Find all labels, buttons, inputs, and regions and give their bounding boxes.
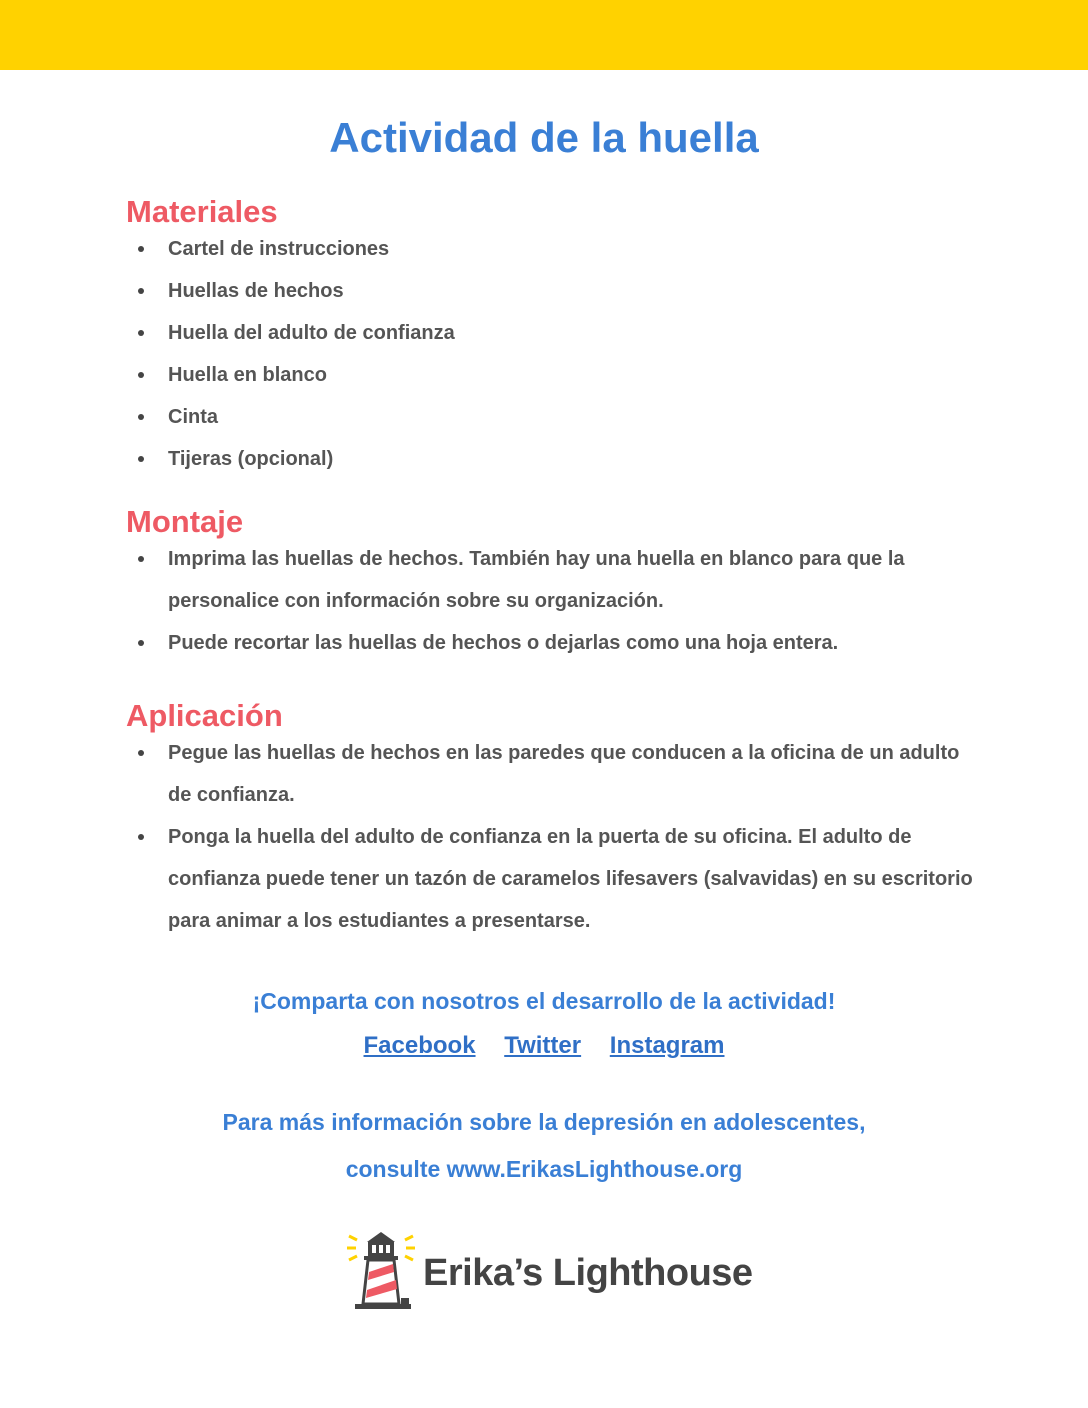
bullet-icon xyxy=(138,414,144,420)
list-item xyxy=(126,312,986,354)
instagram-link[interactable]: Instagram xyxy=(609,1032,725,1059)
materiales-heading: Materiales xyxy=(126,194,278,229)
list-item xyxy=(126,538,986,622)
list-item-text: Puede recortar las huellas de hechos o dejarlas como una hoja entera. xyxy=(168,632,839,654)
twitter-link[interactable]: Twitter xyxy=(504,1032,582,1059)
social-links xyxy=(0,1030,1088,1062)
list-item xyxy=(126,354,986,396)
montaje-list xyxy=(126,538,986,664)
list-item-text: Cartel de instrucciones xyxy=(168,238,390,260)
list-item xyxy=(126,438,986,480)
list-item xyxy=(126,228,986,270)
list-item-text: Imprima las huellas de hechos. También hay una huella en blanco para que la personalice con información sobre su organización. xyxy=(168,548,905,612)
materiales-list xyxy=(126,228,986,480)
logo-text: Erika’s Lighthouse xyxy=(423,1252,753,1294)
list-item xyxy=(126,816,986,942)
facebook-link[interactable]: Facebook xyxy=(363,1032,476,1059)
bullet-icon xyxy=(138,834,144,840)
list-item xyxy=(126,396,986,438)
page-title: Actividad de la huella xyxy=(329,114,759,161)
lighthouse-icon xyxy=(345,1228,417,1316)
aplicacion-list xyxy=(126,732,986,942)
bullet-icon xyxy=(138,456,144,462)
erikas-lighthouse-logo xyxy=(345,1228,753,1318)
bullet-icon xyxy=(138,372,144,378)
bullet-icon xyxy=(138,288,144,294)
info-line-2: consulte www.ErikasLighthouse.org xyxy=(345,1156,743,1182)
list-item-text: Huella en blanco xyxy=(168,364,327,386)
bullet-icon xyxy=(138,556,144,562)
bullet-icon xyxy=(138,330,144,336)
list-item xyxy=(126,732,986,816)
list-item-text: Cinta xyxy=(168,406,218,428)
montaje-heading: Montaje xyxy=(126,504,244,539)
aplicacion-heading: Aplicación xyxy=(126,698,283,733)
share-text: ¡Comparta con nosotros el desarrollo de la actividad! xyxy=(252,988,836,1014)
bullet-icon xyxy=(138,750,144,756)
list-item-text: Huellas de hechos xyxy=(168,280,344,302)
bullet-icon xyxy=(138,246,144,252)
list-item-text: Huella del adulto de confianza xyxy=(168,322,455,344)
list-item xyxy=(126,270,986,312)
list-item xyxy=(126,622,986,664)
bullet-icon xyxy=(138,640,144,646)
top-yellow-bar xyxy=(0,0,1088,70)
info-line-1: Para más información sobre la depresión en adolescentes, xyxy=(222,1109,866,1135)
list-item-text: Ponga la huella del adulto de confianza en la puerta de su oficina. El adulto de confianza puede tener un tazón de caramelos lifesavers (salvavidas) en su escritorio para animar a los estudiantes a presentarse. xyxy=(168,826,973,932)
list-item-text: Pegue las huellas de hechos en las paredes que conducen a la oficina de un adulto de confianza. xyxy=(168,742,960,806)
list-item-text: Tijeras (opcional) xyxy=(168,448,334,470)
